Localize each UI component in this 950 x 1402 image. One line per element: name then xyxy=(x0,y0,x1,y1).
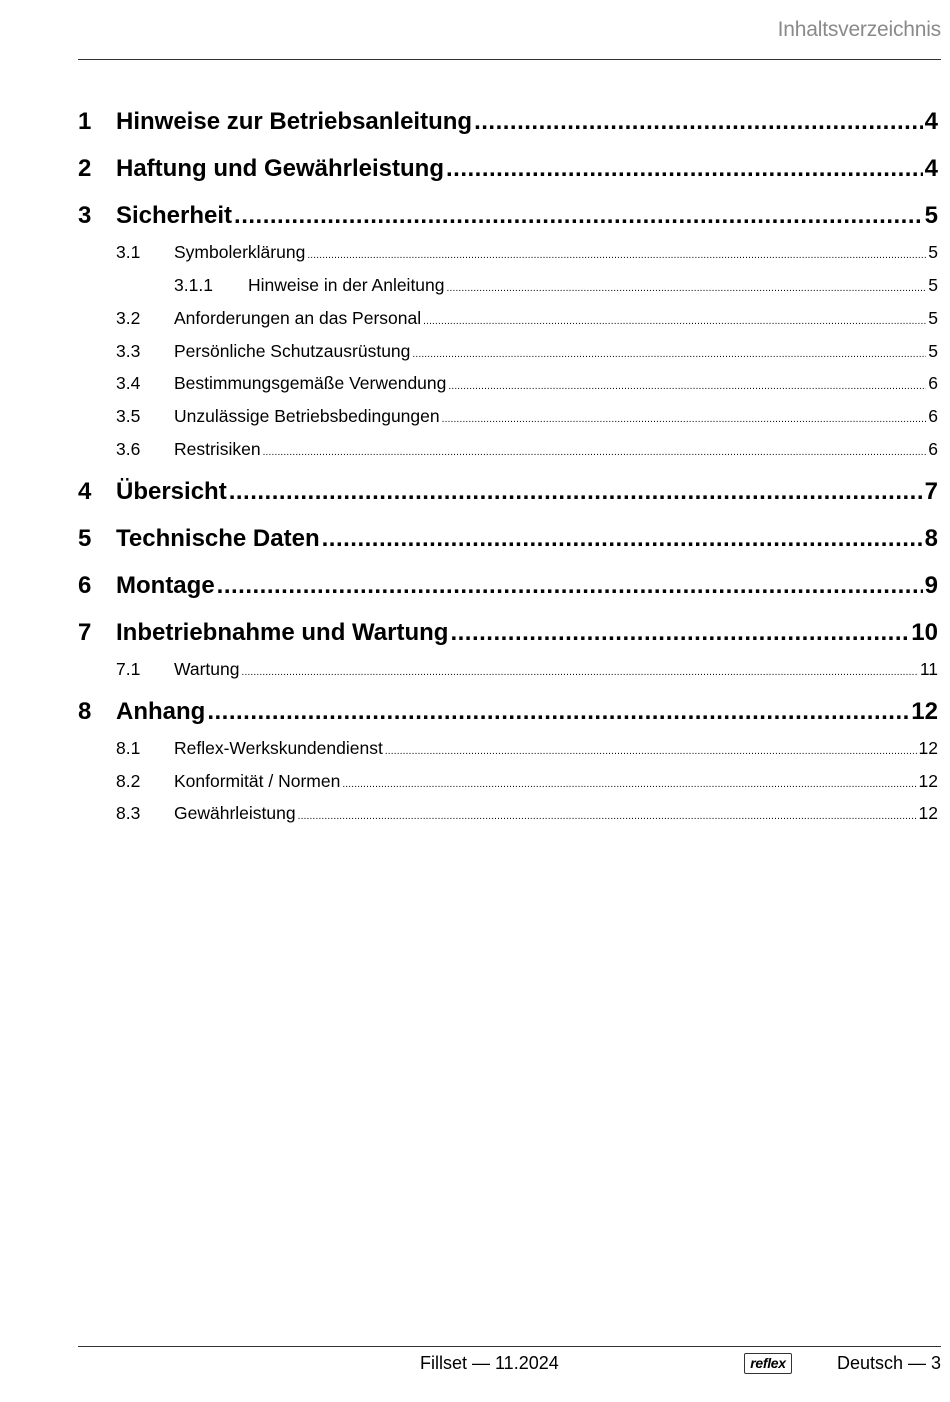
toc-leader xyxy=(298,811,917,822)
toc-entry[interactable] xyxy=(78,439,938,460)
toc-title: Übersicht xyxy=(116,478,227,505)
toc-title: Symbolerklärung xyxy=(174,242,306,262)
toc-number: 2 xyxy=(78,155,92,182)
toc-title: Reflex-Werkskundendienst xyxy=(174,738,383,758)
toc-entry[interactable] xyxy=(78,478,938,506)
toc-entry[interactable] xyxy=(78,572,938,600)
toc-title: Wartung xyxy=(174,659,240,679)
toc-title: Hinweise zur Betriebsanleitung xyxy=(116,108,473,135)
toc-number: 6 xyxy=(78,572,92,599)
toc-leader xyxy=(448,381,926,392)
toc-leader xyxy=(234,202,923,230)
toc-page: 7 xyxy=(924,478,938,505)
toc-number: 8 xyxy=(78,698,92,725)
toc-title: Gewährleistung xyxy=(174,803,296,823)
toc-title: Anhang xyxy=(116,698,206,725)
toc-page: 6 xyxy=(928,439,938,459)
toc-title: Hinweise in der Anleitung xyxy=(248,275,445,295)
toc-page: 6 xyxy=(928,373,938,393)
toc-entry[interactable] xyxy=(78,619,938,647)
toc-page: 9 xyxy=(924,572,938,599)
toc-page: 12 xyxy=(918,738,938,758)
toc-page: 8 xyxy=(924,525,938,552)
toc-number: 7.1 xyxy=(116,659,141,679)
toc-title: Bestimmungsgemäße Verwendung xyxy=(174,373,447,393)
toc-page: 11 xyxy=(919,659,938,679)
footer-language-page: Deutsch — 3 xyxy=(836,1353,941,1373)
reflex-logo: reflex xyxy=(744,1353,792,1374)
toc-leader xyxy=(385,746,917,757)
toc-page: 5 xyxy=(928,308,938,328)
toc-entry[interactable] xyxy=(78,525,938,553)
toc-page: 5 xyxy=(928,242,938,262)
toc-leader xyxy=(322,525,923,553)
toc-number: 1 xyxy=(78,108,92,135)
toc-title: Technische Daten xyxy=(116,525,320,552)
toc-number: 7 xyxy=(78,619,92,646)
toc-leader xyxy=(442,414,927,425)
toc-number: 3.3 xyxy=(116,341,141,361)
page-header-title: Inhaltsverzeichnis xyxy=(777,18,941,41)
toc-entry[interactable] xyxy=(78,202,938,230)
toc-leader xyxy=(229,478,923,506)
toc-leader xyxy=(342,779,916,790)
toc-page: 6 xyxy=(928,406,938,426)
toc-entry[interactable] xyxy=(78,803,938,824)
toc-page: 10 xyxy=(911,619,938,646)
toc-leader xyxy=(423,316,926,327)
toc-entry[interactable] xyxy=(78,659,938,680)
toc-entry[interactable] xyxy=(78,341,938,362)
toc-entry[interactable] xyxy=(78,108,938,136)
toc-leader xyxy=(217,572,923,600)
toc-number: 3.1.1 xyxy=(174,275,213,295)
toc-entry[interactable] xyxy=(78,308,938,329)
toc-page: 5 xyxy=(928,341,938,361)
toc-number: 8.2 xyxy=(116,771,141,791)
toc-page: 12 xyxy=(918,771,938,791)
toc-number: 3.4 xyxy=(116,373,141,393)
toc-entry[interactable] xyxy=(78,275,938,296)
toc-entry[interactable] xyxy=(78,406,938,427)
toc-leader xyxy=(412,349,926,360)
header-divider xyxy=(78,59,941,60)
toc-entry[interactable] xyxy=(78,738,938,759)
toc-entry[interactable] xyxy=(78,155,938,183)
footer-divider xyxy=(78,1346,941,1347)
toc-leader xyxy=(474,108,923,136)
toc-title: Sicherheit xyxy=(116,202,233,229)
toc-page: 12 xyxy=(911,698,938,725)
toc-leader xyxy=(446,155,923,183)
toc-number: 5 xyxy=(78,525,92,552)
toc-leader xyxy=(207,698,909,726)
toc-leader xyxy=(242,667,918,678)
toc-entry[interactable] xyxy=(78,698,938,726)
toc-page: 4 xyxy=(924,108,938,135)
toc-title: Inbetriebnahme und Wartung xyxy=(116,619,449,646)
toc-number: 3 xyxy=(78,202,92,229)
toc-entry[interactable] xyxy=(78,242,938,263)
toc-number: 8.3 xyxy=(116,803,141,823)
toc-title: Unzulässige Betriebsbedingungen xyxy=(174,406,440,426)
toc-title: Konformität / Normen xyxy=(174,771,341,791)
toc-title: Persönliche Schutzausrüstung xyxy=(174,341,411,361)
toc-title: Haftung und Gewährleistung xyxy=(116,155,444,182)
toc-leader xyxy=(307,250,926,261)
toc-page: 5 xyxy=(924,202,938,229)
toc-number: 3.5 xyxy=(116,406,141,426)
toc-title: Anforderungen an das Personal xyxy=(174,308,422,328)
toc-page: 4 xyxy=(924,155,938,182)
toc-leader xyxy=(447,283,927,294)
toc-entry[interactable] xyxy=(78,373,938,394)
toc-page: 12 xyxy=(918,803,938,823)
toc-number: 4 xyxy=(78,478,92,505)
toc-entry[interactable] xyxy=(78,771,938,792)
toc-title: Montage xyxy=(116,572,215,599)
toc-leader xyxy=(450,619,909,647)
toc-leader xyxy=(263,447,927,458)
toc-page: 5 xyxy=(928,275,938,295)
toc-number: 3.1 xyxy=(116,242,141,262)
toc-number: 3.2 xyxy=(116,308,141,328)
footer-product-date: Fillset — 11.2024 xyxy=(420,1353,559,1373)
toc-title: Restrisiken xyxy=(174,439,261,459)
toc-number: 8.1 xyxy=(116,738,141,758)
toc-number: 3.6 xyxy=(116,439,141,459)
